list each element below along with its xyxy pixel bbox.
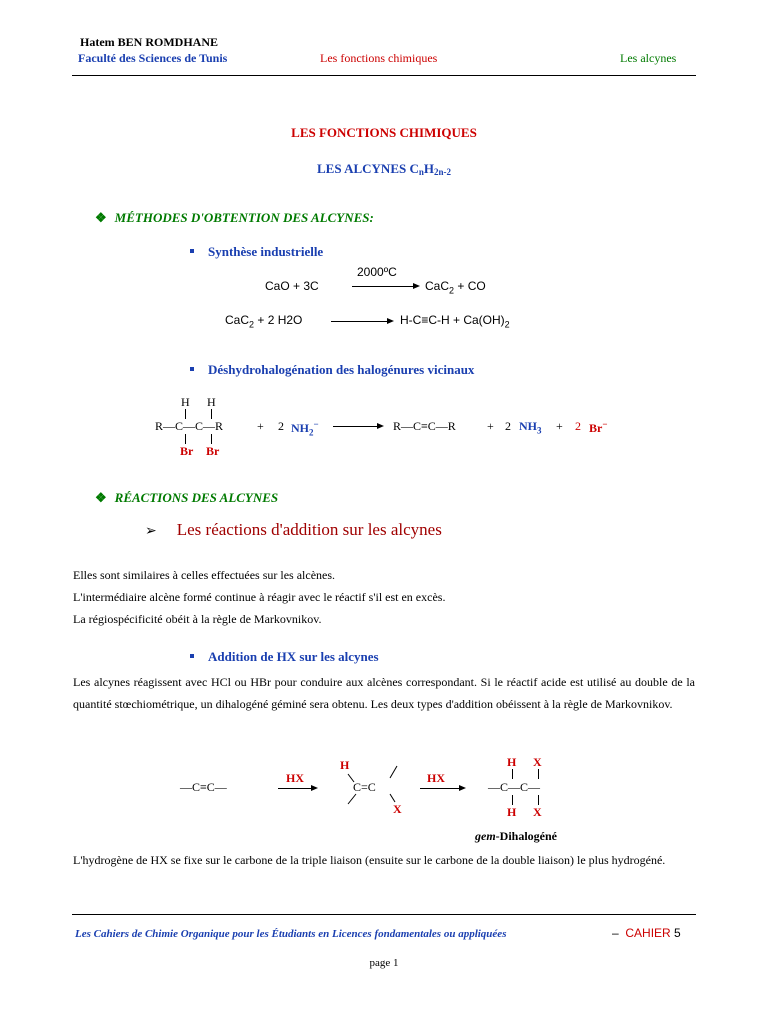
coefficient: 2 [278,419,284,433]
bullet-dehydrohalogenation: Déshydrohalogénation des halogénures vicinaux [190,362,474,378]
reagent-amide: $NH_2^-$ [291,419,319,438]
alkene-x: X [393,802,402,816]
product-x-bottom: X [533,805,542,819]
product-bromide: Br− [589,419,608,435]
arrow-head-icon [459,785,466,791]
plus-sign: + [556,419,563,433]
reactant-chain: R—C—C—R [155,419,224,433]
arrow-head-icon [311,785,318,791]
eq2-products: $H-C\equiv C-H + Ca(OH)_2$ [400,313,510,330]
header-course: Les fonctions chimiques [320,51,438,65]
arrowhead-bullet-icon: ➢ [145,524,157,539]
scheme-reagent-1: HX [286,771,304,785]
bullet-industrial-synthesis: Synthèse industrielle [190,244,323,260]
intro-line-2: L'intermédiaire alcène formé continue à réagir avec le réactif s'il est en excès. [73,590,446,604]
product-core: —C—C— [488,780,541,794]
bond-line [512,769,513,779]
reactant-br2: Br [206,444,220,458]
square-bullet-icon [190,249,194,253]
page-subtitle: LES ALCYNES $C_nH_{2n-2}$ [316,161,452,177]
product-x-top: X [533,755,542,769]
arrow-head-icon [387,318,394,324]
plus-sign: + [257,419,264,433]
reactant-h2: H [207,395,216,409]
coefficient: 2 [575,419,581,433]
coefficient: 2 [505,419,511,433]
header-author: Hatem BEN ROMDHANE [80,35,218,49]
eq2-reactants: CaC$_2$ + 2 H2O [225,313,303,330]
reactant-h1: H [181,395,190,409]
footer-series-title: Les Cahiers de Chimie Organique pour les Étudiants en Licences fondamentales ou appliquées [75,928,507,940]
section-reactions-heading: ❖ RÉACTIONS DES ALCYNES [95,490,279,505]
footer-cahier: – CAHIER 5 [612,926,681,940]
dehydro-arrow [333,426,378,427]
product-label: gem-Dihalogéné [475,829,558,843]
diamond-bullet-icon: ❖ [95,210,107,225]
diamond-bullet-icon: ❖ [95,490,107,505]
bullet-hx-addition: Addition de HX sur les alcynes [190,649,379,665]
page-title: LES FONCTIONS CHIMIQUES [291,125,477,140]
alkene-h: H [340,758,350,772]
scheme-arrow-2 [420,788,460,789]
page-number: page 1 [369,957,399,969]
hx-paragraph: Les alcynes réagissent avec HCl ou HBr pour conduire aux alcènes correspondant. Si le réactif acide est utilisé au double de la quantité stœchiométrique, un dihalogéné géminé sera obtenu. Les deux types d'addition obéissent à la règle de Markovnikov. [73,675,695,711]
bond-line [512,795,513,805]
section-methods-heading: ❖ MÉTHODES D'OBTENTION DES ALCYNES: [95,210,374,225]
header-faculty: Faculté des Sciences de Tunis [78,51,228,65]
eq1-reactants: CaO + 3C [265,279,319,293]
arrow-head-icon [377,423,384,429]
product-ammonia: $NH_3$ [519,419,542,436]
square-bullet-icon [190,654,194,658]
footer-divider [72,914,696,915]
intro-line-1: Elles sont similaires à celles effectuées sur les alcènes. [73,568,336,582]
header-chapter: Les alcynes [620,51,677,65]
alkene-core: C=C [353,780,376,794]
scheme-arrow-1 [278,788,312,789]
alkyne-product: R—C≡C—R [393,419,456,433]
scheme-alkyne: —C≡C— [180,780,227,794]
eq1-condition: 2000ºC [357,265,397,279]
bond-line [185,434,186,444]
product-h-top: H [507,755,517,769]
bond-line [211,409,212,419]
bond-line [538,795,539,805]
square-bullet-icon [190,367,194,371]
arrow-head-icon [413,283,420,289]
eq2-arrow [331,321,388,322]
bond-line [185,409,186,419]
header-divider [72,75,696,76]
plus-sign: + [487,419,494,433]
scheme-reagent-2: HX [427,771,445,785]
bond-line [538,769,539,779]
intro-line-3: La régiospécificité obéit à la règle de Markovnikov. [73,612,322,626]
conclusion-paragraph: L'hydrogène de HX se fixe sur le carbone de la triple liaison (ensuite sur le carbone de la double liaison) le plus hydrogéné. [73,853,666,867]
reactant-br1: Br [180,444,194,458]
product-h-bottom: H [507,805,517,819]
subheading-addition: ➢ Les réactions d'addition sur les alcynes [145,520,442,539]
bond-line [211,434,212,444]
eq1-arrow [352,286,414,287]
eq1-products: CaC$_2$ + CO [425,279,486,296]
